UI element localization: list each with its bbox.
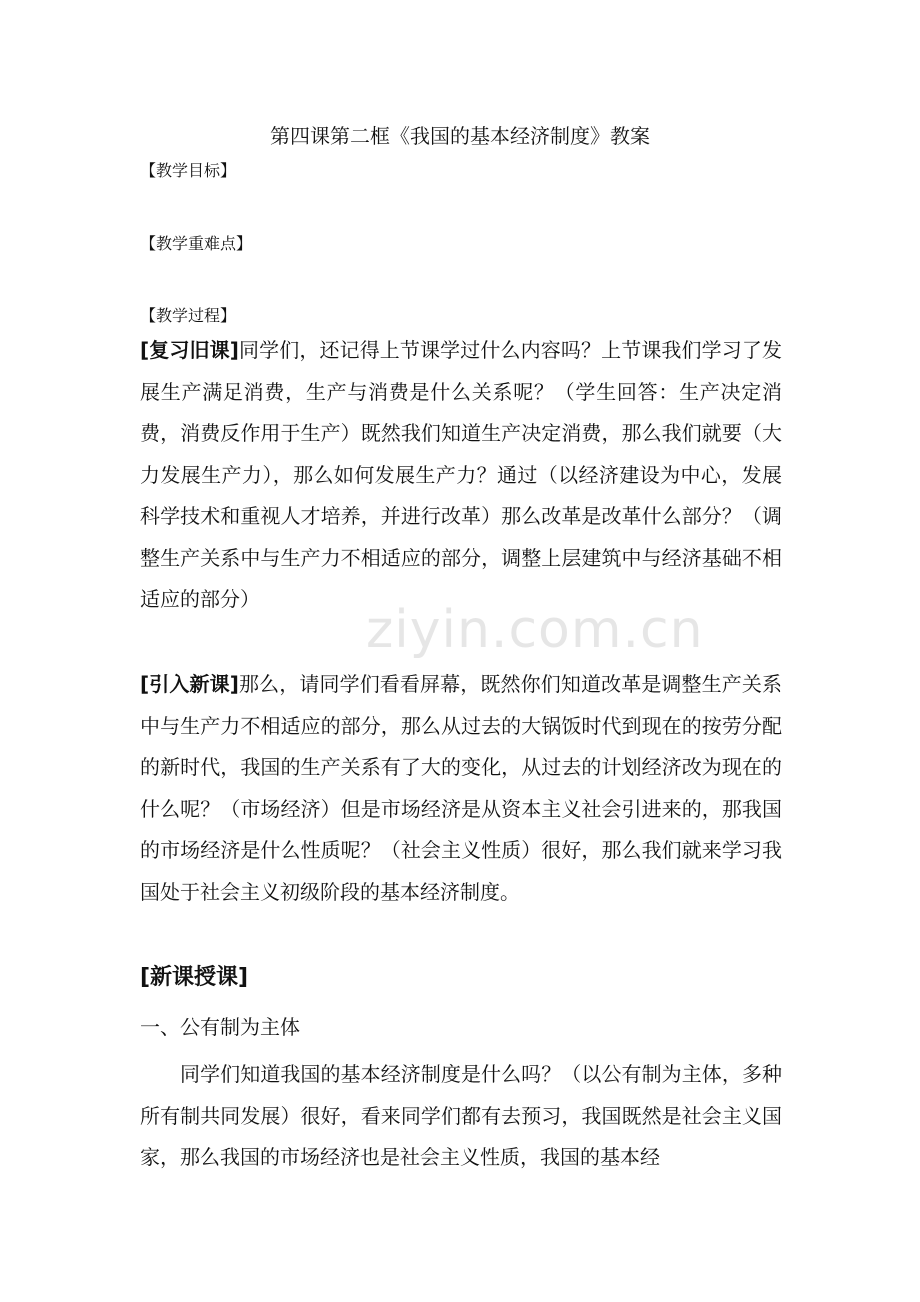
label-teaching-objectives: 【教学目标】 (140, 161, 237, 180)
label-key-points: 【教学重难点】 (140, 234, 253, 253)
section-one-paragraph: 同学们知道我国的基本经济制度是什么吗？（以公有制为主体，多种所有制共同发展）很好，看来同学们都有去预习，我国既然是社会主义国家，那么我国的市场经济也是社会主义性质，我国的基本经 (140, 1062, 782, 1169)
review-text: 同学们，还记得上节课学过什么内容吗？上节课我们学习了发展生产满足消费，生产与消费是什么关系呢？（学生回答：生产决定消费，消费反作用于生产）既然我们知道生产决定消费，那么我们就要（大力发展生产力），那么如何发展生产力？通过（以经济建设为中心，发展科学技术和重视人才培养，并进行改革）那么改革是改革什么部分？（调整生产关系中与生产力不相适应的部分，调整上层建筑中与经济基础不相适应的部分） (140, 338, 783, 611)
review-tag: [复习旧课] (140, 338, 239, 362)
label-teaching-process: 【教学过程】 (140, 306, 237, 325)
document-title: 第四课第二框《我国的基本经济制度》教案 (270, 124, 650, 148)
watermark: ziyin.com.cn (366, 600, 704, 660)
intro-text: 那么，请同学们看看屏幕，既然你们知道改革是调整生产关系中与生产力不相适应的部分，那么从过去的大锅饭时代到现在的按劳分配的新时代，我国的生产关系有了大的变化，从过去的计划经济改为现在的什么呢？（市场经济）但是市场经济是从资本主义社会引进来的，那我国的市场经济是什么性质呢？（社会主义性质）很好，那么我们就来学习我国处于社会主义初级阶段的基本经济制度。 (140, 672, 783, 904)
intro-tag: [引入新课] (140, 672, 239, 696)
review-paragraph (140, 330, 782, 621)
new-lesson-heading: [新课授课] (140, 965, 249, 990)
section-one-heading: 一、公有制为主体 (140, 1015, 300, 1039)
intro-paragraph (140, 664, 782, 913)
